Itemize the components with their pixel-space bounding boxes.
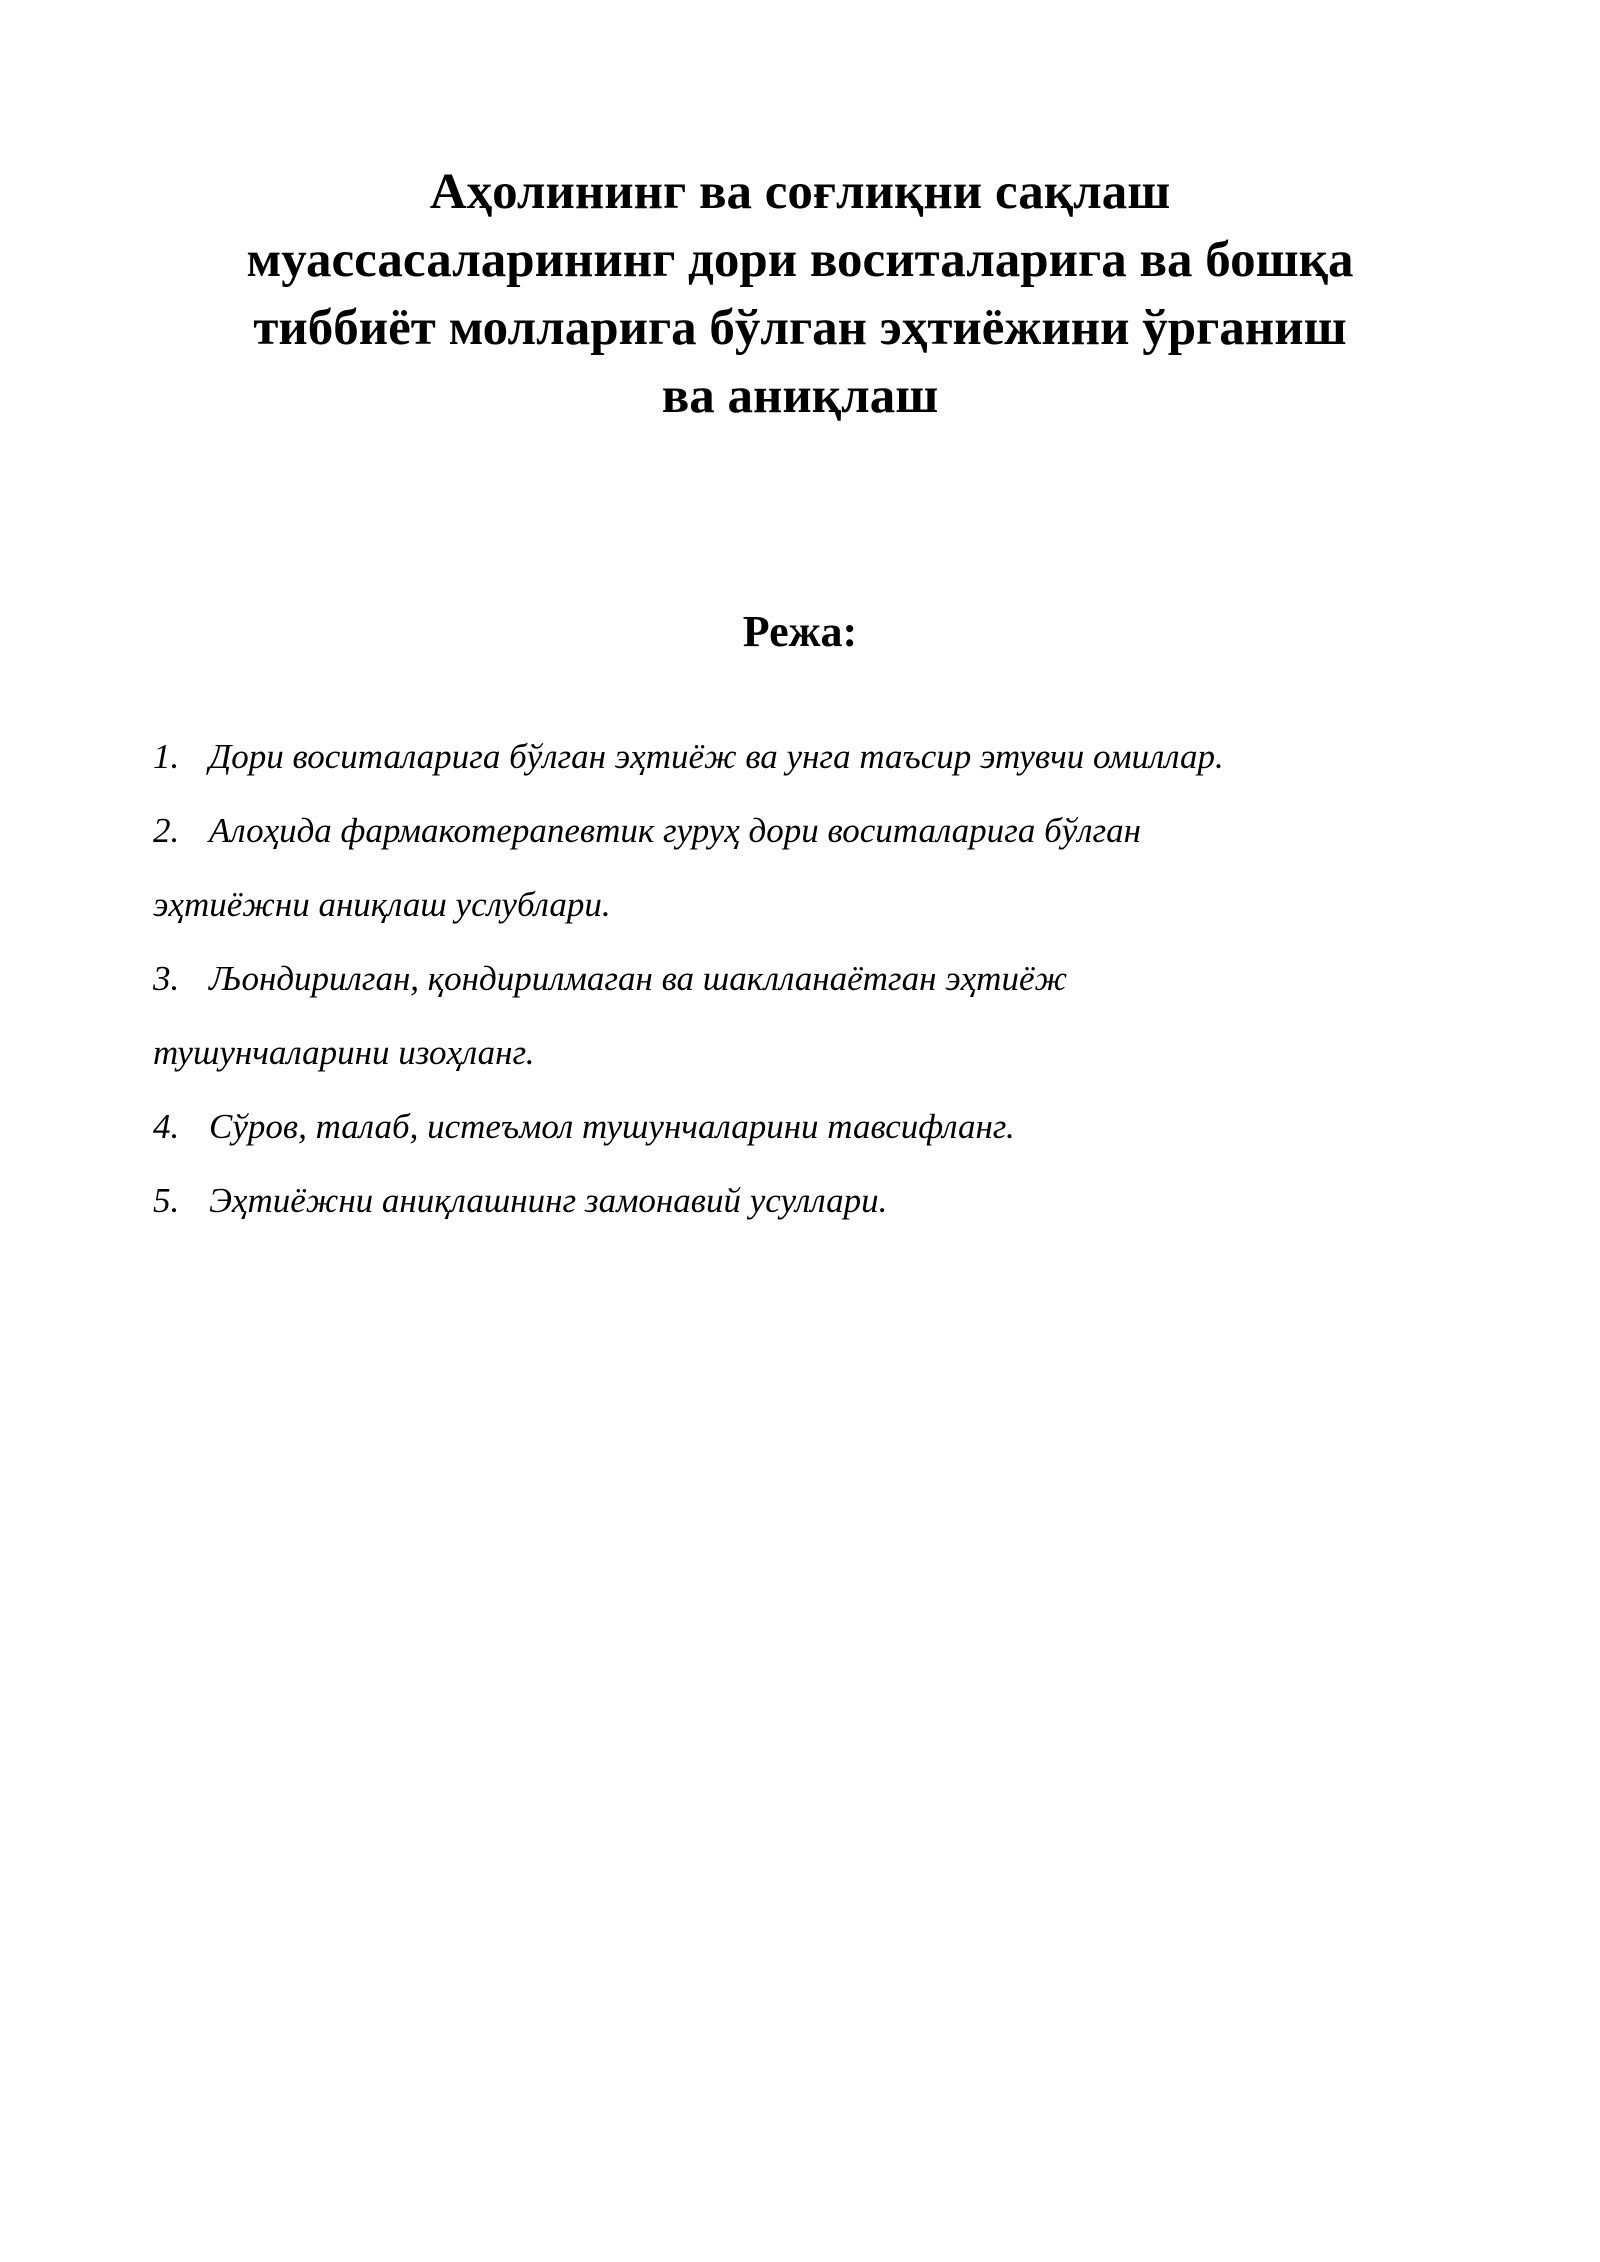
plan-heading: Режа:: [742, 607, 858, 656]
plan-item-number: 1.: [153, 737, 180, 776]
plan-item-number: 3.: [153, 959, 180, 998]
title-line-1: Аҳолининг ва соғлиқни сақлаш: [429, 164, 1171, 220]
plan-item-text-continuation: эҳтиёжни аниқлаш услублари.: [153, 885, 611, 924]
plan-item-number: 4.: [153, 1107, 180, 1146]
plan-item-4: [153, 1090, 1473, 1164]
plan-item-text: Эҳтиёжни аниқлашнинг замонавий усуллари.: [209, 1181, 888, 1220]
title-line-3: тиббиёт молларига бўлган эҳтиёжини ўрганиш: [253, 300, 1347, 356]
plan-list: [153, 720, 1473, 1238]
plan-item-text-continuation: тушунчаларини изоҳланг.: [153, 1033, 535, 1072]
plan-item-3: [153, 942, 1473, 1090]
title-line-4: ва аниқлаш: [661, 368, 939, 424]
plan-item-text: Љондирилган, қондирилмаган ва шаклланаётган эҳтиёж: [209, 959, 1068, 998]
plan-item-number: 2.: [153, 811, 180, 850]
plan-item-5: [153, 1164, 1473, 1238]
plan-item-text: Алоҳида фармакотерапевтик гуруҳ дори воситаларига бўлган: [209, 811, 1141, 850]
plan-item-text: Сўров, талаб, истеъмол тушунчаларини тавсифланг.: [209, 1107, 1015, 1146]
plan-item-1: [153, 720, 1473, 794]
plan-item-2: [153, 794, 1473, 942]
title-line-2: муассасаларининг дори воситаларига ва бошқа: [246, 232, 1354, 288]
plan-item-number: 5.: [153, 1181, 180, 1220]
plan-item-text: Дори воситаларига бўлган эҳтиёж ва унга таъсир этувчи омиллар.: [209, 737, 1224, 776]
document-title: [150, 158, 1450, 430]
